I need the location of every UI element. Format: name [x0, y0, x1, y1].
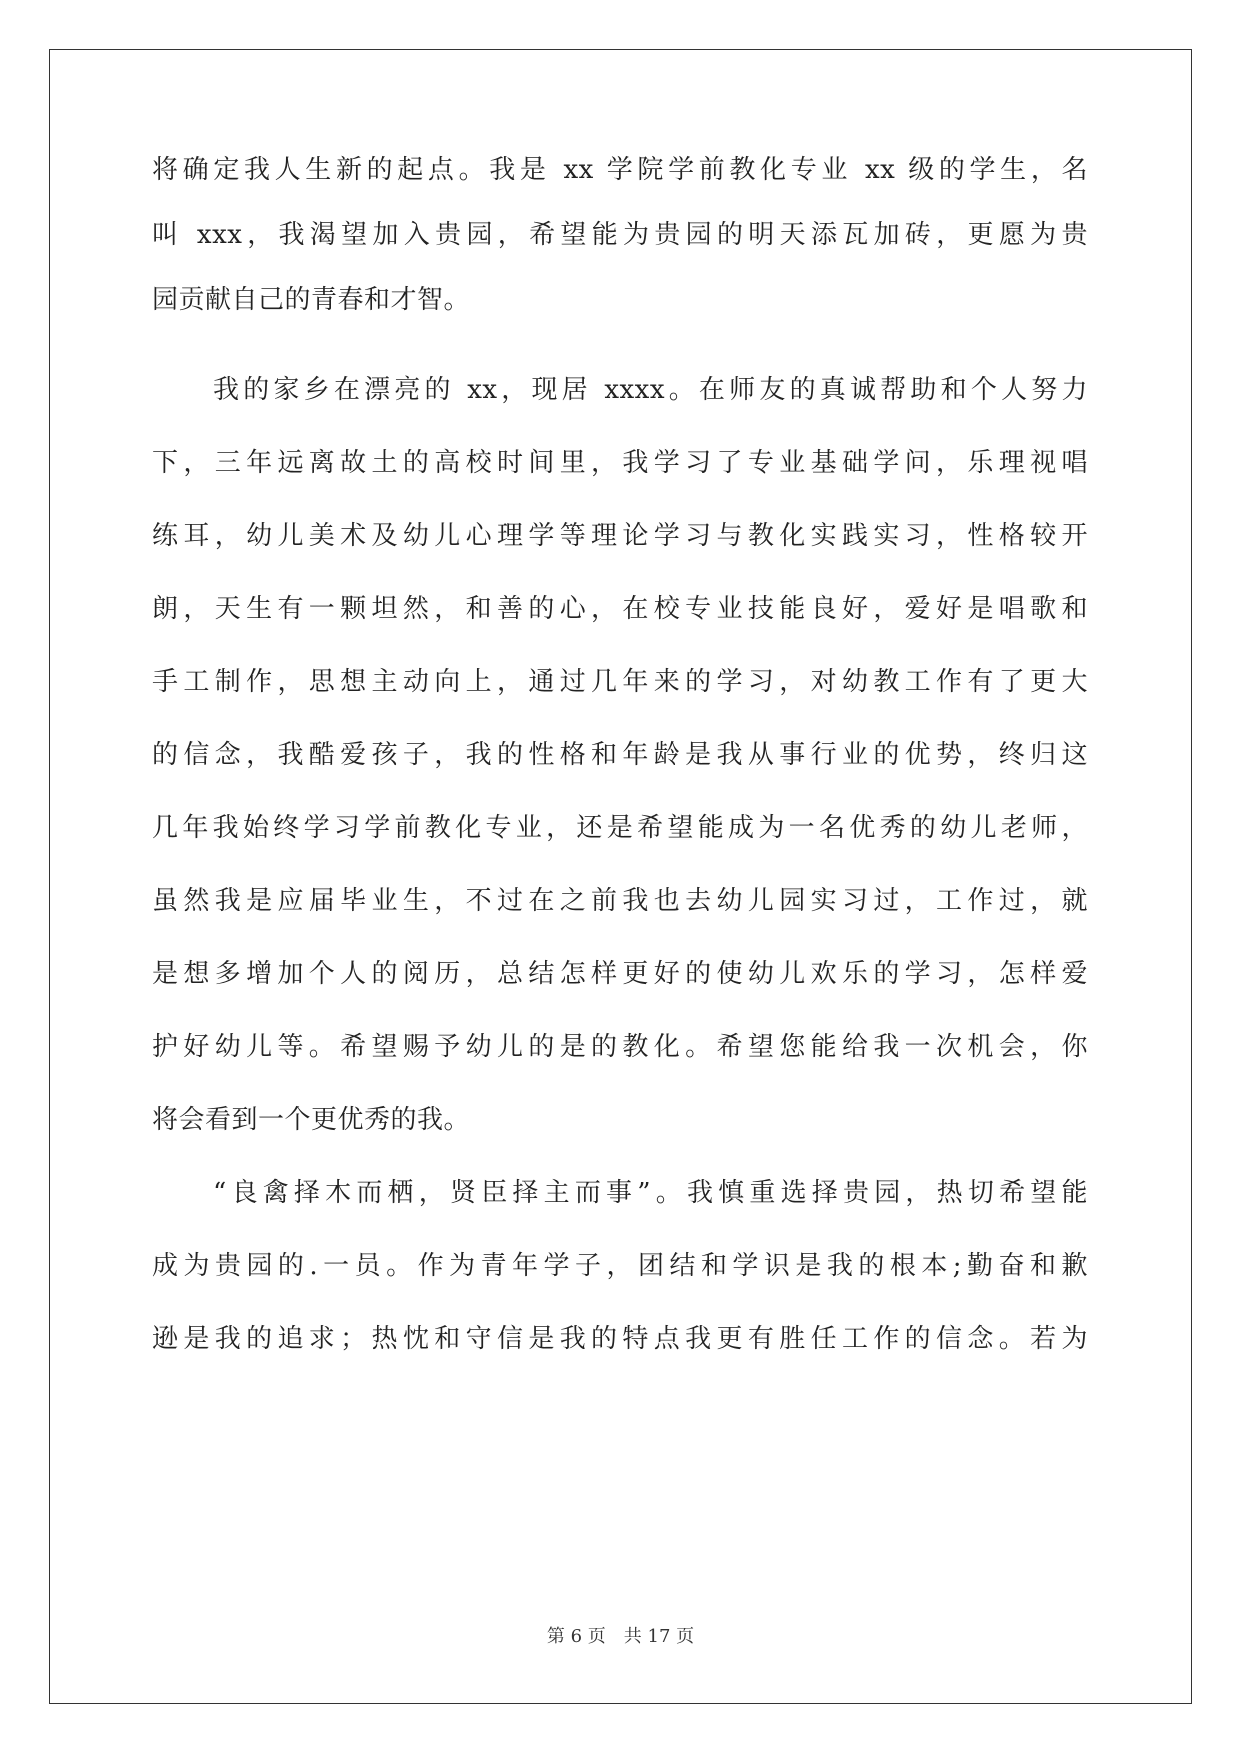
- text-line: 虽然我是应届毕业生，不过在之前我也去幼儿园实习过，工作过，就: [152, 886, 1088, 916]
- text-line: 将会看到一个更优秀的我。: [152, 1105, 471, 1135]
- text-line: 手工制作，思想主动向上，通过几年来的学习，对幼教工作有了更大: [152, 667, 1088, 697]
- page-total: 共 17 页: [623, 1626, 695, 1647]
- text-line: 下，三年远离故土的高校时间里，我学习了专业基础学问，乐理视唱: [152, 448, 1088, 478]
- text-line: 叫 xxx，我渴望加入贵园，希望能为贵园的明天添瓦加砖，更愿为贵: [152, 220, 1088, 250]
- page-number: 第 6 页: [546, 1626, 606, 1647]
- text-line: 将确定我人生新的起点。我是 xx 学院学前教化专业 xx 级的学生，名: [152, 155, 1088, 185]
- text-line: 园贡献自己的青春和才智。: [152, 285, 471, 315]
- text-line: 的信念，我酷爱孩子，我的性格和年龄是我从事行业的优势，终归这: [152, 740, 1088, 770]
- text-line: 几年我始终学习学前教化专业，还是希望能成为一名优秀的幼儿老师，: [152, 813, 1088, 843]
- text-line: 是想多增加个人的阅历，总结怎样更好的使幼儿欢乐的学习，怎样爱: [152, 959, 1088, 989]
- text-line: “良禽择木而栖，贤臣择主而事”。我慎重选择贵园，热切希望能: [213, 1178, 1088, 1208]
- text-line: 护好幼儿等。希望赐予幼儿的是的教化。希望您能给我一次机会，你: [152, 1032, 1088, 1062]
- text-line: 朗，天生有一颗坦然，和善的心，在校专业技能良好，爱好是唱歌和: [152, 594, 1088, 624]
- text-line: 逊是我的追求；热忱和守信是我的特点我更有胜任工作的信念。若为: [152, 1324, 1088, 1354]
- page-footer: [0, 1625, 1241, 1649]
- text-line: 练耳，幼儿美术及幼儿心理学等理论学习与教化实践实习，性格较开: [152, 521, 1088, 551]
- text-line: 我的家乡在漂亮的 xx，现居 xxxx。在师友的真诚帮助和个人努力: [213, 375, 1088, 405]
- text-line: 成为贵园的.一员。作为青年学子，团结和学识是我的根本;勤奋和歉: [152, 1251, 1088, 1281]
